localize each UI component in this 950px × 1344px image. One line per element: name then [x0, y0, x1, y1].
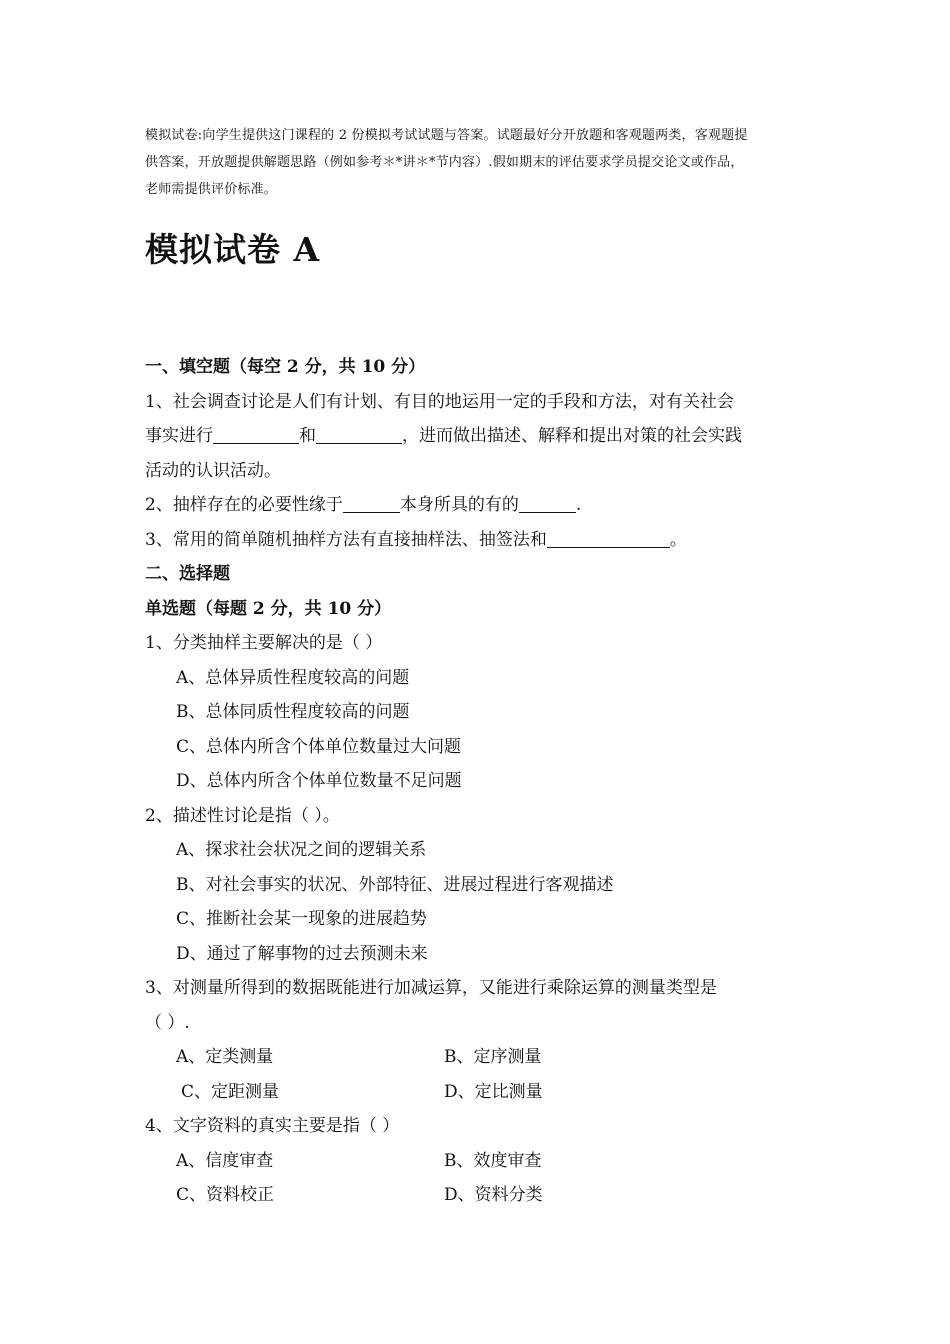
question-line: [145, 523, 815, 558]
answer-option: C、总体内所含个体单位数量过大问题: [176, 736, 462, 757]
answer-blank: [213, 425, 299, 444]
answer-blank: [343, 494, 400, 513]
question-stem: （ ）.: [145, 1012, 190, 1033]
question-text: 本身所具的有的: [399, 495, 519, 515]
question-stem: 2、描述性讨论是指（ ）。: [145, 805, 340, 826]
answer-option-row: [145, 1040, 815, 1075]
question-text: 和: [299, 426, 316, 446]
question-line: [145, 488, 815, 523]
question-text: 2、抽样存在的必要性缘于: [145, 495, 343, 515]
answer-option: A、总体异质性程度较高的问题: [176, 667, 410, 688]
question-stem: 3、对测量所得到的数据既能进行加减运算，又能进行乘除运算的测量类型是: [145, 978, 717, 998]
answer-option: D、定比测量: [444, 1081, 543, 1102]
answer-option-row: [145, 1178, 815, 1213]
question-line: 1、社会调查讨论是人们有计划、有目的地运用一定的手段和方法，对有关社会: [145, 391, 734, 412]
answer-option-row: [145, 1075, 815, 1110]
exam-body: [145, 350, 815, 1213]
question-stem: 4、文字资料的真实主要是指（ ）: [145, 1116, 400, 1136]
question-text: 事实进行: [145, 426, 213, 446]
answer-option: C、资料校正: [176, 1185, 275, 1205]
intro-paragraph: [145, 122, 810, 203]
answer-blank: [519, 494, 576, 513]
answer-option: B、对社会事实的状况、外部特征、进展过程进行客观描述: [176, 874, 614, 895]
answer-option: D、资料分类: [444, 1185, 543, 1205]
intro-line: 老师需提供评价标准。: [145, 182, 278, 197]
question-line: [145, 419, 815, 454]
answer-blank: [316, 425, 402, 444]
answer-option: B、效度审查: [444, 1150, 542, 1171]
question-text: .: [575, 495, 582, 515]
question-text: 3、常用的简单随机抽样方法有直接抽样法、抽签法和: [145, 529, 547, 550]
subsection-heading: 单选题（每题 2 分，共 10 分）: [145, 598, 392, 619]
section-heading: 一、填空题（每空 2 分，共 10 分）: [145, 357, 426, 377]
answer-option: A、信度审查: [176, 1150, 274, 1171]
answer-option: C、推断社会某一现象的进展趋势: [176, 909, 428, 929]
question-text: 。: [669, 529, 687, 550]
question-stem: 1、分类抽样主要解决的是（ ）: [145, 633, 383, 653]
answer-option-row: [145, 1144, 815, 1179]
question-text: ，进而做出描述、解释和提出对策的社会实践: [402, 426, 742, 446]
answer-option: C、定距测量: [181, 1081, 280, 1102]
intro-line: 供答案，开放题提供解题思路（例如参考＊*讲＊*节内容）.假如期末的评估要求学员提交论文或作品，: [145, 155, 744, 170]
question-line: 活动的认识活动。: [145, 460, 281, 481]
answer-option: A、探求社会状况之间的逻辑关系: [176, 840, 427, 860]
answer-option: B、定序测量: [444, 1047, 542, 1067]
intro-line: 模拟试卷:向学生提供这门课程的 2 份模拟考试试题与答案。试题最好分开放题和客观题两类，客观题提: [145, 128, 748, 143]
answer-option: A、定类测量: [176, 1047, 274, 1067]
answer-option: B、总体同质性程度较高的问题: [176, 702, 410, 722]
section-heading: 二、选择题: [145, 564, 230, 584]
answer-option: D、通过了解事物的过去预测未来: [176, 943, 428, 964]
answer-blank: [547, 529, 670, 548]
page-title: 模拟试卷 A: [145, 230, 321, 269]
answer-option: D、总体内所含个体单位数量不足问题: [176, 771, 462, 791]
